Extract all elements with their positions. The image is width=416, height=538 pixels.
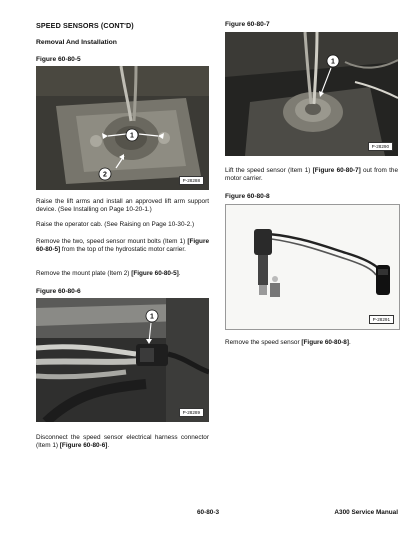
- figure-60-80-6-photo: [36, 298, 209, 422]
- figure-60-80-8-photo: [225, 204, 400, 330]
- section-title: SPEED SENSORS (CONT'D): [36, 21, 134, 30]
- paragraph-lift-sensor: Lift the speed sensor (Item 1) [Figure 60-80-7] out from the motor carrier.: [225, 167, 398, 183]
- photo-code-label: P-28291: [369, 315, 394, 324]
- paragraph-raise-lift-arms: Raise the lift arms and install an approved lift arm support device. (See Installing on Page 10-20-1.): [36, 198, 209, 214]
- paragraph-remove-sensor: Remove the speed sensor [Figure 60-80-8].: [225, 339, 351, 346]
- figure-60-80-5-photo: [36, 66, 209, 190]
- callout-2: 2: [103, 171, 107, 179]
- figure-60-80-6-title: Figure 60-80-6: [36, 288, 81, 295]
- manual-name: A300 Service Manual: [334, 509, 398, 516]
- paragraph-remove-bolts: Remove the two, speed sensor mount bolts (Item 1) [Figure 60-80-5] from the top of the hydrostatic motor carrier.: [36, 238, 209, 254]
- figure-60-80-8-title: Figure 60-80-8: [225, 193, 270, 200]
- paragraph-raise-cab: Raise the operator cab. (See Raising on Page 10-30-2.): [36, 221, 195, 228]
- paragraph-remove-mount-plate: Remove the mount plate (Item 2) [Figure 60-80-5].: [36, 270, 181, 277]
- callout-1: 1: [150, 313, 154, 321]
- photo-code-label: P-28289: [179, 408, 204, 417]
- figure-60-80-7-photo: [225, 32, 398, 156]
- photo-code-label: P-28288: [179, 176, 204, 185]
- page-number: 60-80-3: [197, 509, 220, 516]
- photo-code-label: P-28290: [368, 142, 393, 151]
- subsection-title: Removal And Installation: [36, 39, 117, 46]
- paragraph-disconnect-connector: Disconnect the speed sensor electrical harness connector (Item 1) [Figure 60-80-6].: [36, 434, 209, 450]
- figure-60-80-5-title: Figure 60-80-5: [36, 56, 81, 63]
- figure-60-80-7-title: Figure 60-80-7: [225, 21, 270, 28]
- callout-1: 1: [130, 132, 134, 140]
- callout-1: 1: [331, 58, 335, 66]
